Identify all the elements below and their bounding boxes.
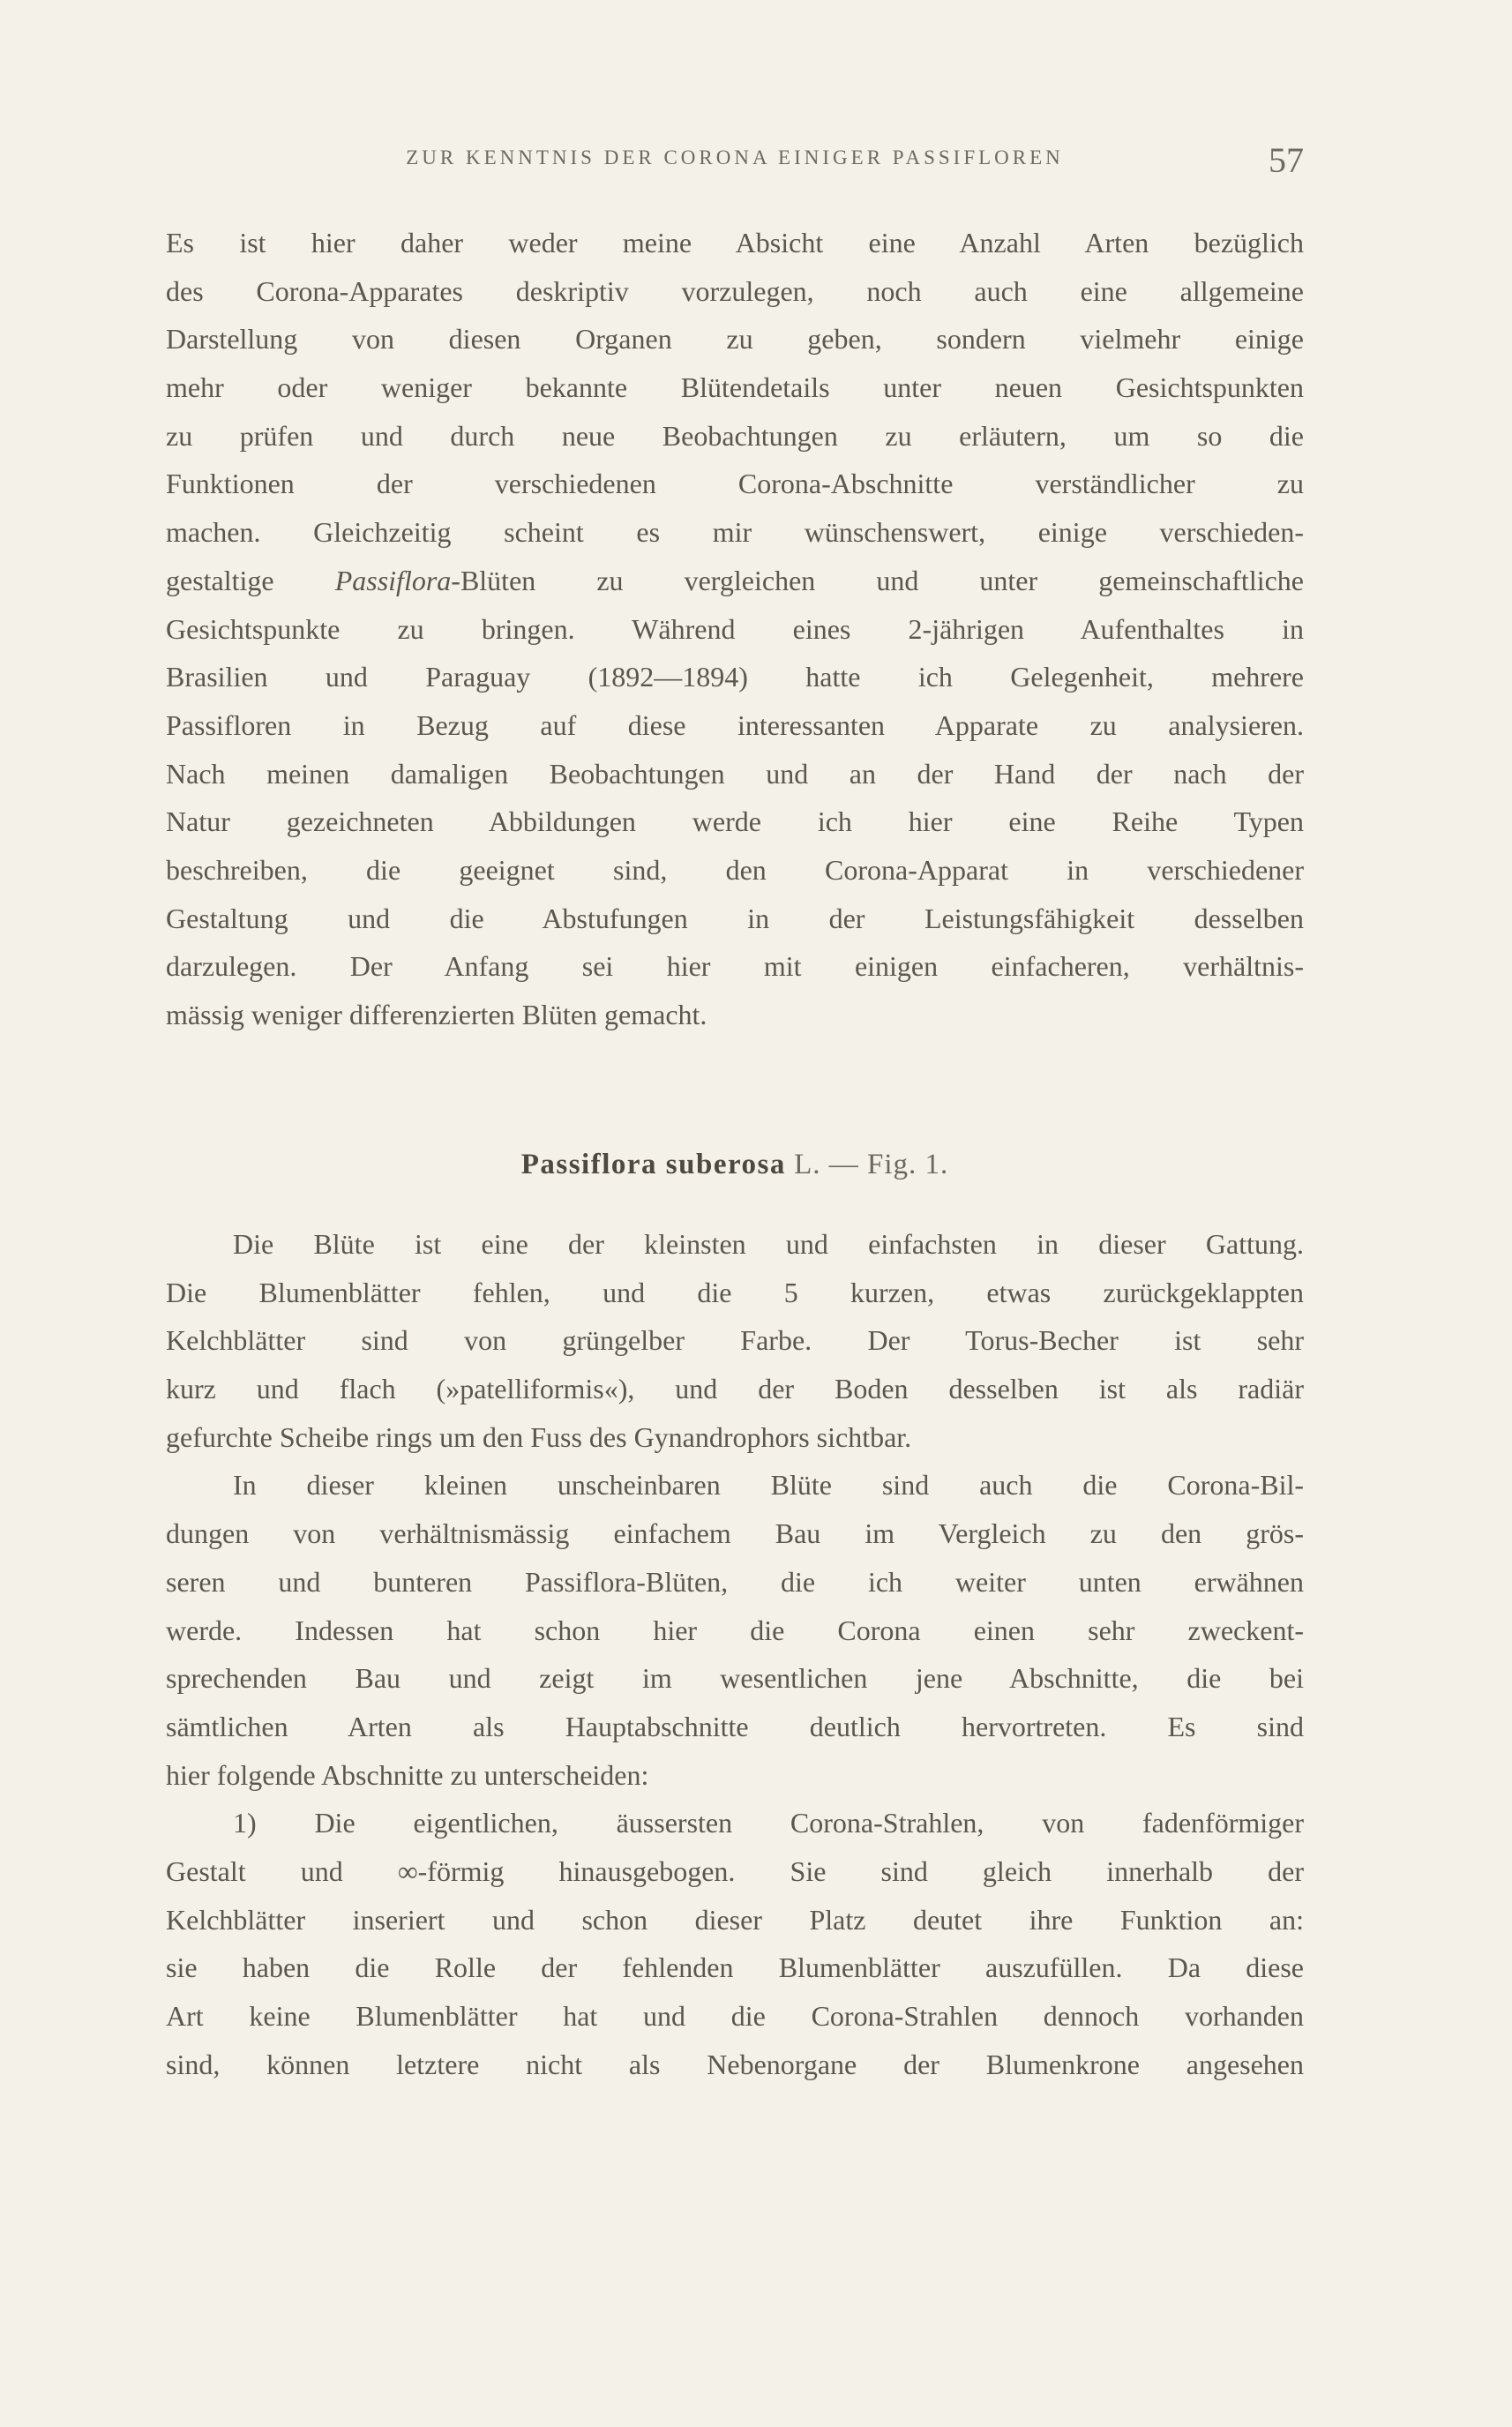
text-line: Art keine Blumenblätter hat und die Corona-Strahlen dennoch vorhanden [166, 2000, 1304, 2032]
main-text [166, 1220, 1304, 2088]
text-line: Funktionen der verschiedenen Corona-Abschnitte verständlicher zu [166, 468, 1304, 500]
text-run: gestaltige [166, 564, 335, 596]
text-run: -Blüten zu vergleichen und unter gemeinschaftliche [451, 564, 1305, 596]
text-line: In dieser kleinen unscheinbaren Blüte sind auch die Corona-Bil- [233, 1469, 1304, 1502]
text-line: seren und bunteren Passiflora-Blüten, die ich weiter unten erwähnen [166, 1565, 1304, 1598]
text-line: mässig weniger differenzierten Blüten gemacht. [166, 999, 707, 1030]
text-line: Brasilien und Paraguay (1892—1894) hatte ich Gelegenheit, mehrere [166, 661, 1304, 693]
text-line: mehr oder weniger bekannte Blütendetails unter neuen Gesichtspunkten [166, 371, 1304, 404]
section-heading-figure-ref: L. — Fig. 1. [785, 1149, 949, 1180]
text-line: kurz und flach (»patelliformis«), und der Boden desselben ist als radiär [166, 1373, 1304, 1405]
text-line: Nach meinen damaligen Beobachtungen und an der Hand der nach der [166, 757, 1304, 790]
text-line: sind, können letztere nicht als Nebenorgane der Blumenkrone angesehen [166, 2048, 1304, 2080]
page-number: 57 [1269, 140, 1304, 180]
text-line: zu prüfen und durch neue Beobachtungen zu erläutern, um so die [166, 419, 1304, 452]
text-line: gefurchte Scheibe rings um den Fuss des Gynandrophors sichtbar. [166, 1420, 912, 1453]
italic-genus-name: Passiflora [334, 564, 452, 596]
text-line-with-italic [166, 557, 1304, 605]
text-line: Gestalt und ∞-förmig hinausgebogen. Sie sind gleich innerhalb der [166, 1854, 1304, 1887]
text-line: Die Blüte ist eine der kleinsten und einfachsten in dieser Gattung. [233, 1228, 1304, 1260]
text-line: werde. Indessen hat schon hier die Corona einen sehr zweckent- [166, 1614, 1304, 1646]
text-line: Darstellung von diesen Organen zu geben, sondern vielmehr einige [166, 323, 1304, 356]
text-line: Kelchblätter inseriert und schon dieser Platz deutet ihre Funktion an: [166, 1903, 1304, 1936]
text-line: Es ist hier daher weder meine Absicht eine Anzahl Arten bezüglich [166, 227, 1304, 258]
text-line: Kelchblätter sind von grüngelber Farbe. Der Torus-Becher ist sehr [166, 1324, 1304, 1357]
running-title: ZUR KENNTNIS DER CORONA EINIGER PASSIFLOREN [406, 146, 1064, 169]
text-line: Gestaltung und die Abstufungen in der Leistungsfähigkeit desselben [166, 902, 1304, 934]
text-line: machen. Gleichzeitig scheint es mir wünschenswert, einige verschieden- [166, 516, 1304, 549]
text-line: sprechenden Bau und zeigt im wesentlichen jene Abschnitte, die bei [166, 1662, 1304, 1695]
text-line: beschreiben, die geeignet sind, den Corona-Apparat in verschiedener [166, 853, 1304, 886]
text-line: dungen von verhältnismässig einfachem Bau im Vergleich zu den grös- [166, 1517, 1304, 1550]
text-line: sie haben die Rolle der fehlenden Blumenblätter auszufüllen. Da diese [166, 1951, 1304, 1984]
text-line: Gesichtspunkte zu bringen. Während eines 2-jährigen Aufenthaltes in [166, 612, 1304, 645]
text-line: 1) Die eigentlichen, äussersten Corona-Strahlen, von fadenförmiger [233, 1807, 1304, 1839]
text-line: sämtlichen Arten als Hauptabschnitte deutlich hervortreten. Es sind [166, 1710, 1304, 1742]
section-heading [166, 1149, 1304, 1181]
section-heading-taxon: Passiflora suberosa [520, 1149, 786, 1180]
text-line: hier folgende Abschnitte zu unterscheiden: [166, 1758, 649, 1791]
intro-paragraph [166, 219, 1304, 1039]
text-line: Passifloren in Bezug auf diese interessanten Apparate zu analysieren. [166, 708, 1304, 741]
text-line: Natur gezeichneten Abbildungen werde ich hier eine Reihe Typen [166, 805, 1304, 838]
text-line: darzulegen. Der Anfang sei hier mit einigen einfacheren, verhältnis- [166, 950, 1304, 983]
text-line: des Corona-Apparates deskriptiv vorzulegen, noch auch eine allgemeine [166, 274, 1304, 307]
text-line: Die Blumenblätter fehlen, und die 5 kurzen, etwas zurückgeklappten [166, 1276, 1304, 1308]
running-head [166, 140, 1304, 187]
